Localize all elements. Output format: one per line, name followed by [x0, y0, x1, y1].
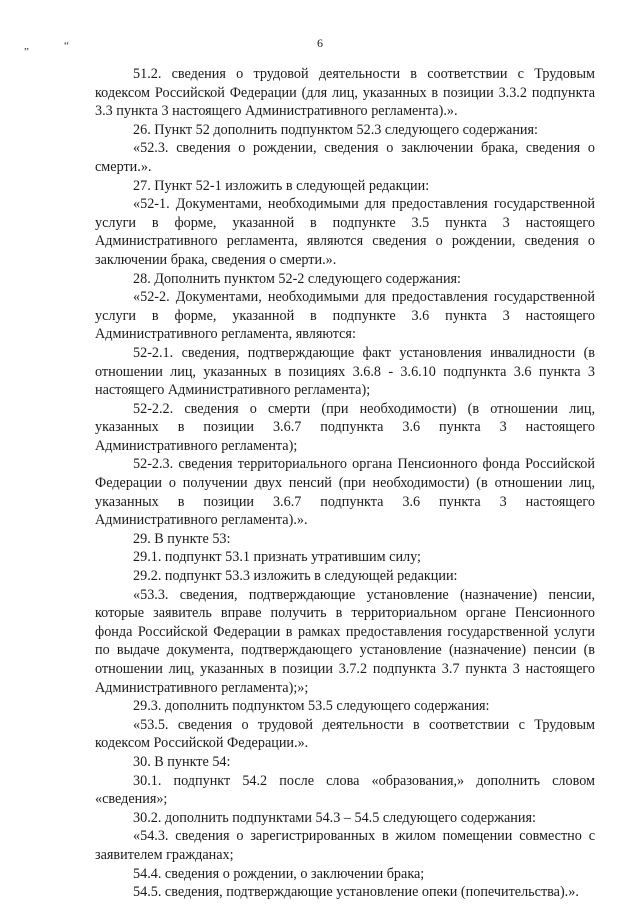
paragraph-29-3: 29.3. дополнить подпунктом 53.5 следующего содержания: [133, 698, 490, 715]
paragraph-52-2-2: 52-2.2. сведения о смерти (при необходимости) (в отношении лиц, указанных в позиции 3.6.7 подпункта 3.6 пункта 3 настоящего Административного регламента); [95, 400, 595, 454]
paragraph-item-26: 26. Пункт 52 дополнить подпунктом 52.3 следующего содержания: [133, 121, 538, 138]
paragraph-52-2-1: 52-2.1. сведения, подтверждающие факт установления инвалидности (в отношении лиц, указанных в позициях 3.6.8 - 3.6.10 подпункта 3.6 пункта 3 настоящего Административного регламента); [95, 344, 595, 399]
scan-mark: “ [64, 40, 69, 52]
paragraph-30-1: 30.1. подпункт 54.2 после слова «образования,» дополнить словом «сведения»; [95, 772, 595, 808]
paragraph-30-2: 30.2. дополнить подпунктами 54.3 – 54.5 следующего содержания: [133, 809, 536, 826]
document-body [95, 65, 595, 902]
paragraph-item-29: 29. В пункте 53: [133, 530, 231, 547]
paragraph-54-3: «54.3. сведения о зарегистрированных в жилом помещении совместно с заявителем гражданах; [95, 828, 595, 863]
paragraph-52-3: «52.3. сведения о рождении, сведения о заключении брака, сведения о смерти.». [95, 140, 595, 175]
paragraph-29-1: 29.1. подпункт 53.1 признать утратившим силу; [133, 549, 421, 566]
paragraph-54-5: 54.5. сведения, подтверждающие установление опеки (попечительства).». [133, 884, 579, 901]
paragraph-52-1: «52-1. Документами, необходимыми для предоставления государственной услуги в форме, указанной в подпункте 3.5 пункта 3 настоящего Административного регламента, являются сведения о рождении, сведения о заключении брака, сведения о смерти.». [95, 196, 595, 268]
paragraph-52-2: «52-2. Документами, необходимыми для предоставления государственной услуги в форме, указанной в подпункте 3.6 пункта 3 настоящего Административного регламента, являются: [95, 289, 595, 343]
scan-mark: „ [24, 40, 29, 52]
paragraph-54-4: 54.4. сведения о рождении, о заключении брака; [133, 865, 425, 882]
paragraph-52-2-3: 52-2.3. сведения территориального органа Пенсионного фонда Российской Федерации о получении двух пенсий (при необходимости) (в отношении лиц, указанных в позиции 3.6.7 подпункта 3.6 пункта 3 настоящего Административного регламента).». [95, 456, 595, 529]
page-number: 6 [317, 36, 323, 50]
paragraph-51-2: 51.2. сведения о трудовой деятельности в соответствии с Трудовым кодексом Российской Федерации (для лиц, указанных в позиции 3.3.2 подпункта 3.3 пункта 3 настоящего Административного регламента).». [95, 66, 595, 120]
paragraph-item-28: 28. Дополнить пунктом 52-2 следующего содержания: [133, 270, 462, 287]
paragraph-53-3: «53.3. сведения, подтверждающие установление (назначение) пенсии, которые заявитель вправе получить в территориальном органе Пенсионного фонда Российской Федерации в рамках предоставления государственной услуги по выдаче документа, подтверждающего установление (назначение) пенсии (в отношении лиц, указанных в позиции 3.7.2 подпункта 3.7 пункта 3 настоящего Административного регламента);»; [95, 586, 595, 696]
paragraph-item-27: 27. Пункт 52-1 изложить в следующей редакции: [133, 177, 430, 194]
paragraph-29-2: 29.2. подпункт 53.3 изложить в следующей редакции: [133, 568, 458, 585]
paragraph-item-30: 30. В пункте 54: [133, 753, 231, 770]
paragraph-53-5: «53.5. сведения о трудовой деятельности в соответствии с Трудовым кодексом Российской Федерации.». [95, 716, 595, 752]
